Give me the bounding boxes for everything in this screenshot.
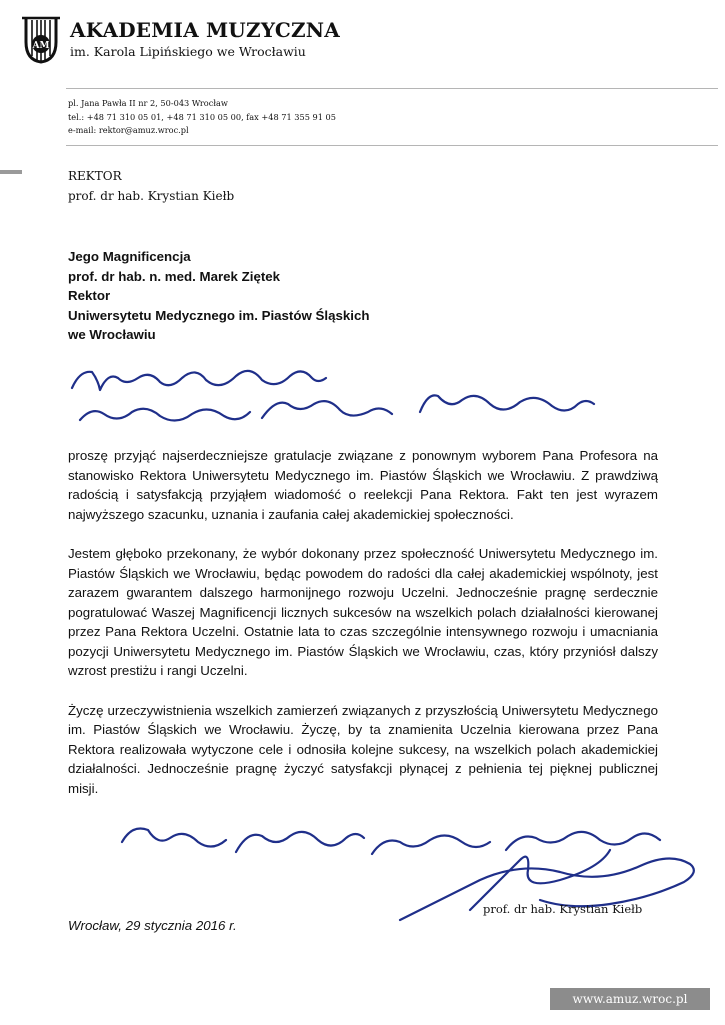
signer-name: prof. dr hab. Krystian Kiełb (483, 902, 643, 916)
fold-mark (0, 170, 22, 174)
salutation-scribble (80, 409, 250, 421)
body-paragraph: Jestem głęboko przekonany, że wybór dokonany przez społeczność Uniwersytetu Medycznego im. Piastów Śląskich we Wrocławiu, będąc powodem do radości dla całej akademickiej wspólnoty, jest zarazem gwarantem dalszego harmonijnego rozwoju Uczelni. Jednocześnie pragnę serdecznie pogratulować Waszej Magnificencji licznych sukcesów na wszelkich polach działalności kierowanej przez Pana Rektora Uczelni. Ostatnie lata to czas szczególnie intensywnego rozwoju i umacniania pozycji Uniwersytetu Medycznego im. Piastów Śląskich we Wrocławiu, czas, który przyniósł dalszy wzrost prestiżu i rangi Uczelni. (68, 546, 658, 678)
recipient-line: prof. dr hab. n. med. Marek Ziętek (68, 268, 281, 284)
salutation-scribble (262, 401, 392, 418)
signature-scribble (470, 850, 610, 910)
recipient-line: we Wrocławiu (68, 327, 156, 342)
salutation-scribble (72, 371, 326, 390)
closing-scribble (236, 832, 364, 852)
body-paragraph: proszę przyjąć najserdeczniejsze gratulacje związane z ponownym wyborem Pana Profesora na stanowisko Rektora Uniwersytetu Medycznego im. Piastów Śląskich we Wrocławiu. Z prawdziwą radością i satysfakcją przyjąłem wiadomość o reelekcji Pana Rektora. Fakt ten jest wyrazem najwyższego szacunku, uznania i zaufania całej akademickiej społeczności. (68, 448, 658, 522)
footer-website-link[interactable]: www.amuz.wroc.pl (572, 992, 688, 1006)
closing-scribble (122, 829, 226, 847)
closing-scribble (372, 835, 490, 854)
recipient-block (68, 247, 370, 345)
institution-subtitle: im. Karola Lipińskiego we Wrocławiu (70, 44, 306, 59)
closing-scribble (506, 832, 660, 850)
header-divider-top (66, 88, 718, 89)
recipient-line: Uniwersytetu Medycznego im. Piastów Śląskich (68, 307, 370, 323)
phone-fax: tel.: +48 71 310 05 01, +48 71 310 05 00, fax +48 71 355 91 05 (68, 111, 336, 122)
header-divider-bottom (66, 145, 718, 146)
recipient-line: Rektor (68, 288, 111, 303)
letter-body (68, 446, 658, 818)
sender-title: REKTOR (68, 169, 122, 183)
recipient-line: Jego Magnificencja (68, 249, 191, 264)
contact-block (68, 97, 336, 138)
lyre-logo-icon (18, 12, 64, 66)
salutation-scribble (420, 395, 594, 412)
institution-name: AKADEMIA MUZYCZNA (70, 18, 340, 42)
body-paragraph: Życzę urzeczywistnienia wszelkich zamierzeń związanych z przyszłością Uniwersytetu Medycznego im. Piastów Śląskich we Wrocławiu. Życzę, by ta znamienita Uczelnia kierowana przez Pana Rektora realizowała wytyczone cele i odnosiła kolejne sukcesy, na wszelkich polach akademickiej działalności. Jednocześnie pragnę życzyć satysfakcji płynącej z pełnienia tej pięknej publicznej misji. (68, 702, 658, 796)
svg-text:AM: AM (32, 41, 50, 51)
sender-block (68, 166, 234, 206)
letter-date: Wrocław, 29 stycznia 2016 r. (68, 918, 237, 933)
email-link[interactable]: e-mail: rektor@amuz.wroc.pl (68, 125, 189, 135)
address: pl. Jana Pawła II nr 2, 50-043 Wrocław (68, 98, 228, 108)
sender-name: prof. dr hab. Krystian Kiełb (68, 189, 235, 203)
